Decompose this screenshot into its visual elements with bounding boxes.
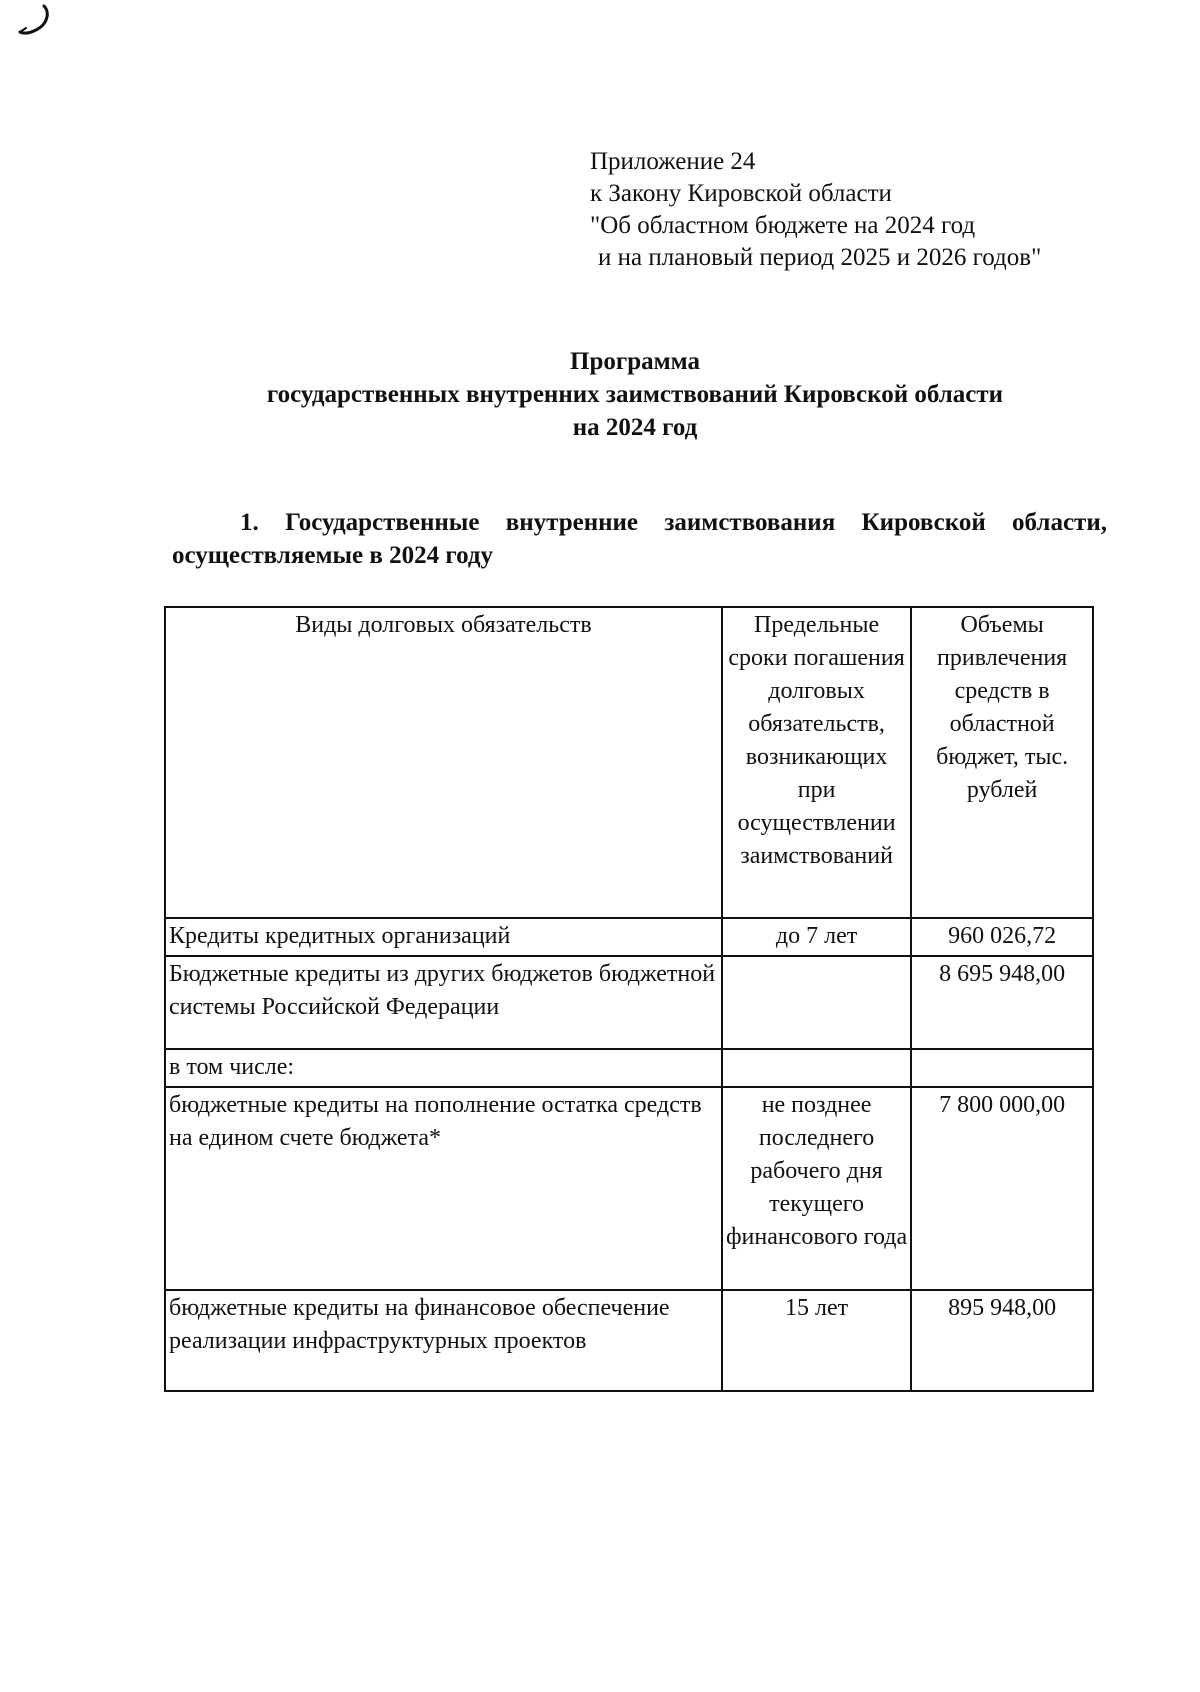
cell-amount: 960 026,72 bbox=[911, 918, 1093, 956]
table-row bbox=[165, 1049, 1093, 1087]
handwritten-mark bbox=[6, 2, 56, 42]
cell-debt-type: бюджетные кредиты на финансовое обеспечение реализации инфраструктурных проектов bbox=[165, 1290, 722, 1391]
document-title bbox=[160, 345, 1110, 444]
borrowings-table bbox=[164, 606, 1094, 1392]
section-heading bbox=[172, 506, 1107, 572]
section-heading-line-1: 1. Государственные внутренние заимствования Кировской области, bbox=[240, 509, 1107, 536]
title-line-3: на 2024 год bbox=[572, 414, 698, 441]
appendix-number: Приложение 24 bbox=[590, 148, 756, 175]
appendix-header bbox=[590, 146, 1110, 274]
cell-debt-type: Кредиты кредитных организаций bbox=[165, 918, 722, 956]
table-row bbox=[165, 1290, 1093, 1391]
cell-term: не позднее последнего рабочего дня текущего финансового года bbox=[722, 1087, 911, 1290]
appendix-law-title: "Об областном бюджете на 2024 год bbox=[590, 212, 976, 239]
cell-term bbox=[722, 956, 911, 1049]
cell-term: 15 лет bbox=[722, 1290, 911, 1391]
cell-debt-type: в том числе: bbox=[165, 1049, 722, 1087]
header-repayment-term: Предельные сроки погашения долговых обязательств, возникающих при осуществлении заимствований bbox=[722, 607, 911, 918]
cell-debt-type: Бюджетные кредиты из других бюджетов бюджетной системы Российской Федерации bbox=[165, 956, 722, 1049]
cell-term: до 7 лет bbox=[722, 918, 911, 956]
table-header-row bbox=[165, 607, 1093, 918]
table-row bbox=[165, 1087, 1093, 1290]
cell-term bbox=[722, 1049, 911, 1087]
appendix-law: к Закону Кировской области bbox=[590, 180, 892, 207]
cell-amount: 7 800 000,00 bbox=[911, 1087, 1093, 1290]
section-heading-line-2: осуществляемые в 2024 году bbox=[172, 542, 494, 569]
table-row bbox=[165, 956, 1093, 1049]
cell-amount: 895 948,00 bbox=[911, 1290, 1093, 1391]
table-row bbox=[165, 918, 1093, 956]
header-debt-type: Виды долговых обязательств bbox=[165, 607, 722, 918]
title-line-2: государственных внутренних заимствований Кировской области bbox=[266, 381, 1004, 408]
cell-debt-type: бюджетные кредиты на пополнение остатка средств на едином счете бюджета* bbox=[165, 1087, 722, 1290]
cell-amount bbox=[911, 1049, 1093, 1087]
title-line-1: Программа bbox=[570, 348, 700, 375]
appendix-law-period: и на плановый период 2025 и 2026 годов" bbox=[598, 244, 1042, 271]
cell-amount: 8 695 948,00 bbox=[911, 956, 1093, 1049]
header-amount: Объемы привлечения средств в областной бюджет, тыс. рублей bbox=[911, 607, 1093, 918]
